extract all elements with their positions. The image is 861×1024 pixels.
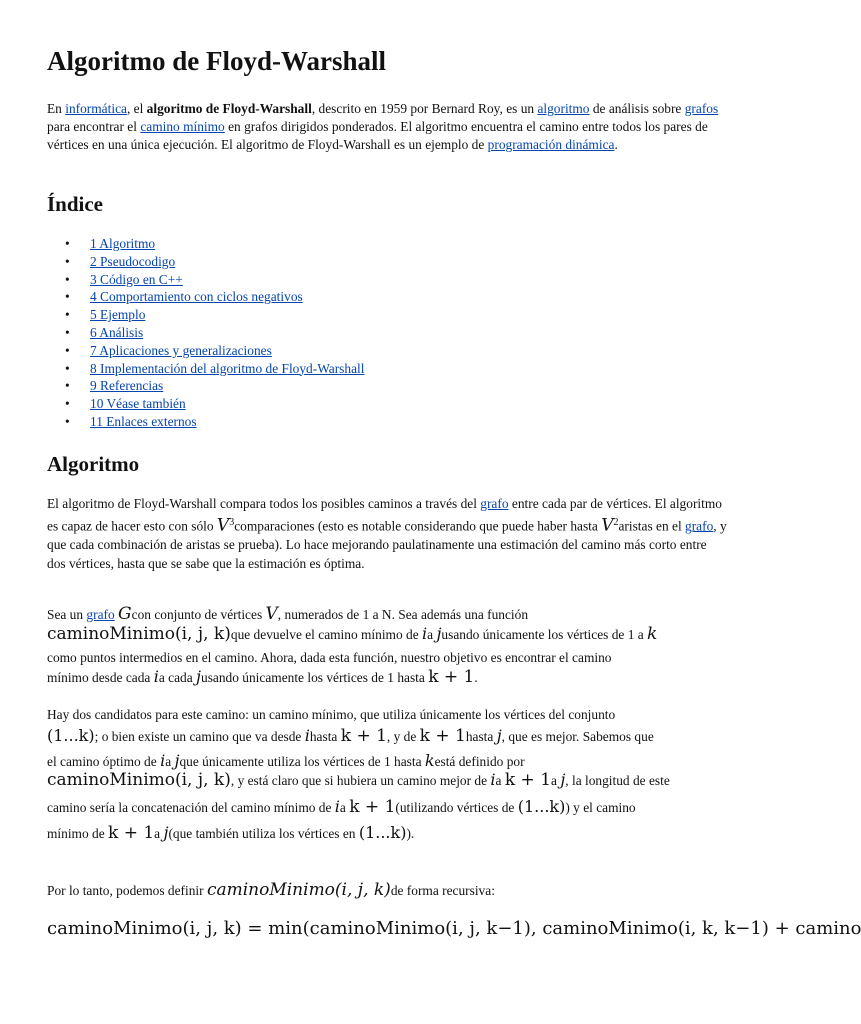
toc-item: • 1 Algoritmo [65, 235, 364, 253]
p2-line-2: caminoMinimo(i, j, k)que devuelve el camino mínimo de ia jusando únicamente los vértices de 1 a k [47, 624, 658, 644]
bold-term: algoritmo de Floyd-Warshall [146, 101, 312, 116]
toc-item: • 2 Pseudocodigo [65, 253, 364, 271]
toc-heading: Índice [47, 192, 104, 216]
recursive-equation: caminoMinimo(i, j, k) = min(caminoMinimo(i, j, k−1), caminoMinimo(i, k, k−1) + camino [47, 918, 861, 939]
toc-item: • 8 Implementación del algoritmo de Floyd-Warshall [65, 360, 364, 378]
p3-line-4: caminoMinimo(i, j, k), y está claro que si hubiera un camino mejor de ia k + 1a j, la longitud de este [47, 770, 670, 790]
p3-line-5: camino sería la concatenación del camino mínimo de ia k + 1(utilizando vértices de (1...k)) y el camino [47, 797, 636, 817]
p2-line-3: como puntos intermedios en el camino. Ahora, dada esta función, nuestro objetivo es encontrar el camino [47, 650, 612, 665]
p3-line-6: mínimo de k + 1a j(que también utiliza los vértices en (1...k)). [47, 823, 415, 843]
link-grafo[interactable]: grafo [480, 496, 509, 511]
link-grafos[interactable]: grafos [684, 101, 719, 116]
table-of-contents [65, 235, 364, 431]
link-informatica[interactable]: informática [65, 101, 127, 116]
toc-item: • 3 Código en C++ [65, 271, 364, 289]
toc-item: • 9 Referencias [65, 377, 364, 395]
algoritmo-paragraph-1: El algoritmo de Floyd-Warshall compara todos los posibles caminos a través del grafo entre cada par de vértices. El algoritmo es capaz de hacer esto con sólo $V^3comparaciones$ (esto es notable considerando que puede haber hasta $V^2aristas$ en el grafo, y que cada combinación de aristas se prueba). Lo hace mejorando paulatinamente una estimación del camino más corto entre dos vértices, hasta que se sabe que la estimación es óptima. [47, 496, 727, 572]
intro-paragraph: En informática, el algoritmo de Floyd-Warshall, descrito en 1959 por Bernard Roy, es un algoritmo de análisis sobre grafos para encontrar el camino mínimo en grafos dirigidos ponderados. El algoritmo encuentra el camino entre todos los pares de vértices en una única ejecución. El algoritmo de Floyd-Warshall es un ejemplo de programación dinámica. [47, 101, 719, 152]
p4-line: Por lo tanto, podemos definir caminoMinimo(i, j, k)de forma recursiva: [47, 880, 495, 900]
toc-item: • 7 Aplicaciones y generalizaciones [65, 342, 364, 360]
page-title: Algoritmo de Floyd-Warshall [47, 46, 386, 76]
toc-item: • 6 Análisis [65, 324, 364, 342]
p3-line-3: el camino óptimo de ia jque únicamente utiliza los vértices de 1 hasta kestá definido por [47, 751, 525, 770]
link-algoritmo[interactable]: algoritmo [537, 101, 590, 116]
p2-line-4: mínimo desde cada ia cada jusando únicamente los vértices de 1 hasta k + 1. [47, 667, 478, 687]
toc-item: • 5 Ejemplo [65, 306, 364, 324]
link-camino-minimo[interactable]: camino mínimo [140, 119, 225, 134]
toc-item: • 11 Enlaces externos [65, 413, 364, 431]
link-grafo-3[interactable]: grafo [86, 607, 115, 622]
p3-line-1: Hay dos candidatos para este camino: un camino mínimo, que utiliza únicamente los vértices del conjunto [47, 707, 616, 722]
section-heading-algoritmo: Algoritmo [47, 452, 140, 476]
p2-line-1: Sea un grafo Gcon conjunto de vértices V, numerados de 1 a N. Sea además una función [47, 604, 529, 624]
toc-item: • 4 Comportamiento con ciclos negativos [65, 288, 364, 306]
link-grafo-2[interactable]: grafo [685, 518, 714, 534]
link-programacion-dinamica[interactable]: programación dinámica [487, 137, 615, 152]
toc-item: • 10 Véase también [65, 395, 364, 413]
p3-line-2: (1...k); o bien existe un camino que va desde ihasta k + 1, y de k + 1hasta j, que es mejor. Sabemos que [47, 726, 654, 746]
